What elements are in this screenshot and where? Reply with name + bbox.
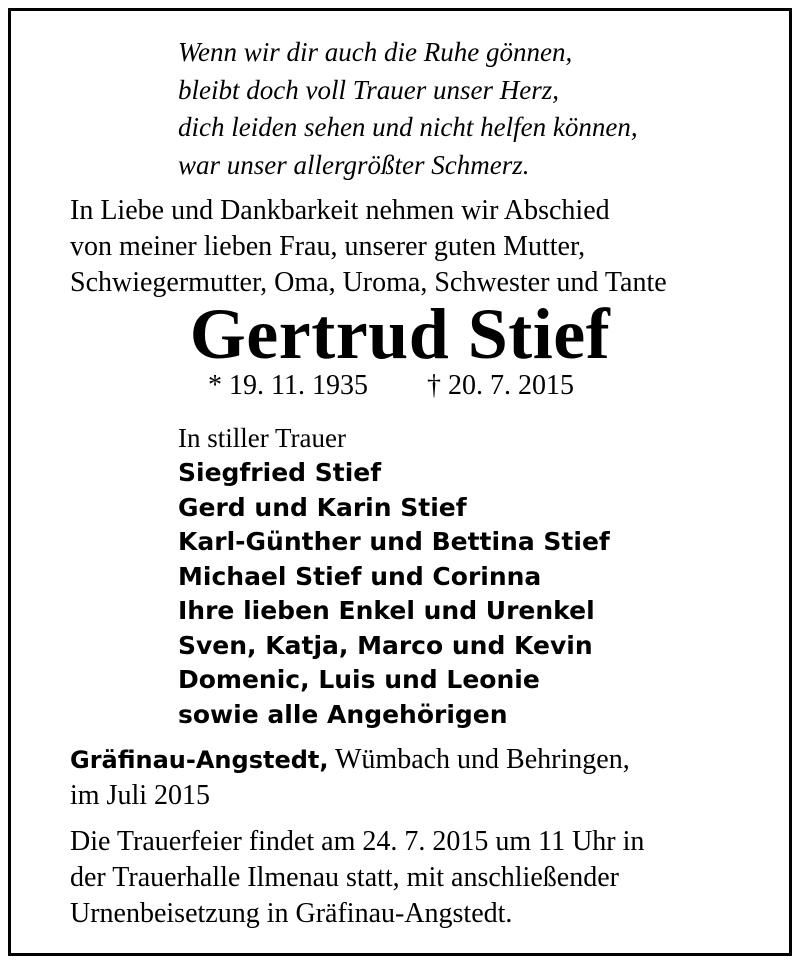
mourner-name: Karl-Günther und Bettina Stief [178,527,610,556]
intro-line: von meiner lieben Frau, unserer guten Mutter, [70,231,586,262]
place-and-date [70,742,630,814]
deceased-name: Gertrud Stief [189,294,611,374]
poem-line: war unser allergrößter Schmerz. [178,149,530,180]
mourners-list [178,456,610,732]
intro-line: In Liebe und Dankbarkeit nehmen wir Abschied [70,195,610,226]
mourner-name: Gerd und Karin Stief [178,492,467,522]
notice-date: im Juli 2015 [70,780,211,811]
poem-line: Wenn wir dir auch die Ruhe gönnen, [178,37,573,67]
intro-text [70,193,667,301]
birth-date: * 19. 11. 1935 [208,370,368,401]
mourner-name: sowie alle Angehörigen [178,699,508,729]
poem-line: bleibt doch voll Trauer unser Herz, [178,74,559,105]
place-rest: Wümbach und Behringen, [328,744,630,775]
mourner-name: Sven, Katja, Marco und Kevin [178,630,593,660]
funeral-line: Die Trauerfeier findet am 24. 7. 2015 um 11 Uhr in [70,826,645,857]
life-dates [208,366,574,406]
funeral-line: der Trauerhalle Ilmenau statt, mit anschließender [70,862,619,893]
mourner-name: Siegfried Stief [178,458,382,487]
intro-line: Schwiegermutter, Oma, Uroma, Schwester und Tante [70,267,667,298]
mourner-name: Domenic, Luis und Leonie [178,665,540,694]
funeral-line: Urnenbeisetzung in Gräfinau-Angstedt. [70,898,513,929]
poem-line: dich leiden sehen und nicht helfen können, [178,112,638,142]
poem [178,34,638,184]
mourning-intro: In stiller Trauer [178,423,346,453]
death-date: † 20. 7. 2015 [426,370,574,401]
mourner-name: Michael Stief und Corinna [178,561,542,591]
place-bold: Gräfinau-Angstedt, [70,746,329,774]
mourners-block [178,420,610,732]
funeral-info [70,824,644,932]
place-line [70,742,630,778]
mourner-name: Ihre lieben Enkel und Urenkel [178,596,595,625]
